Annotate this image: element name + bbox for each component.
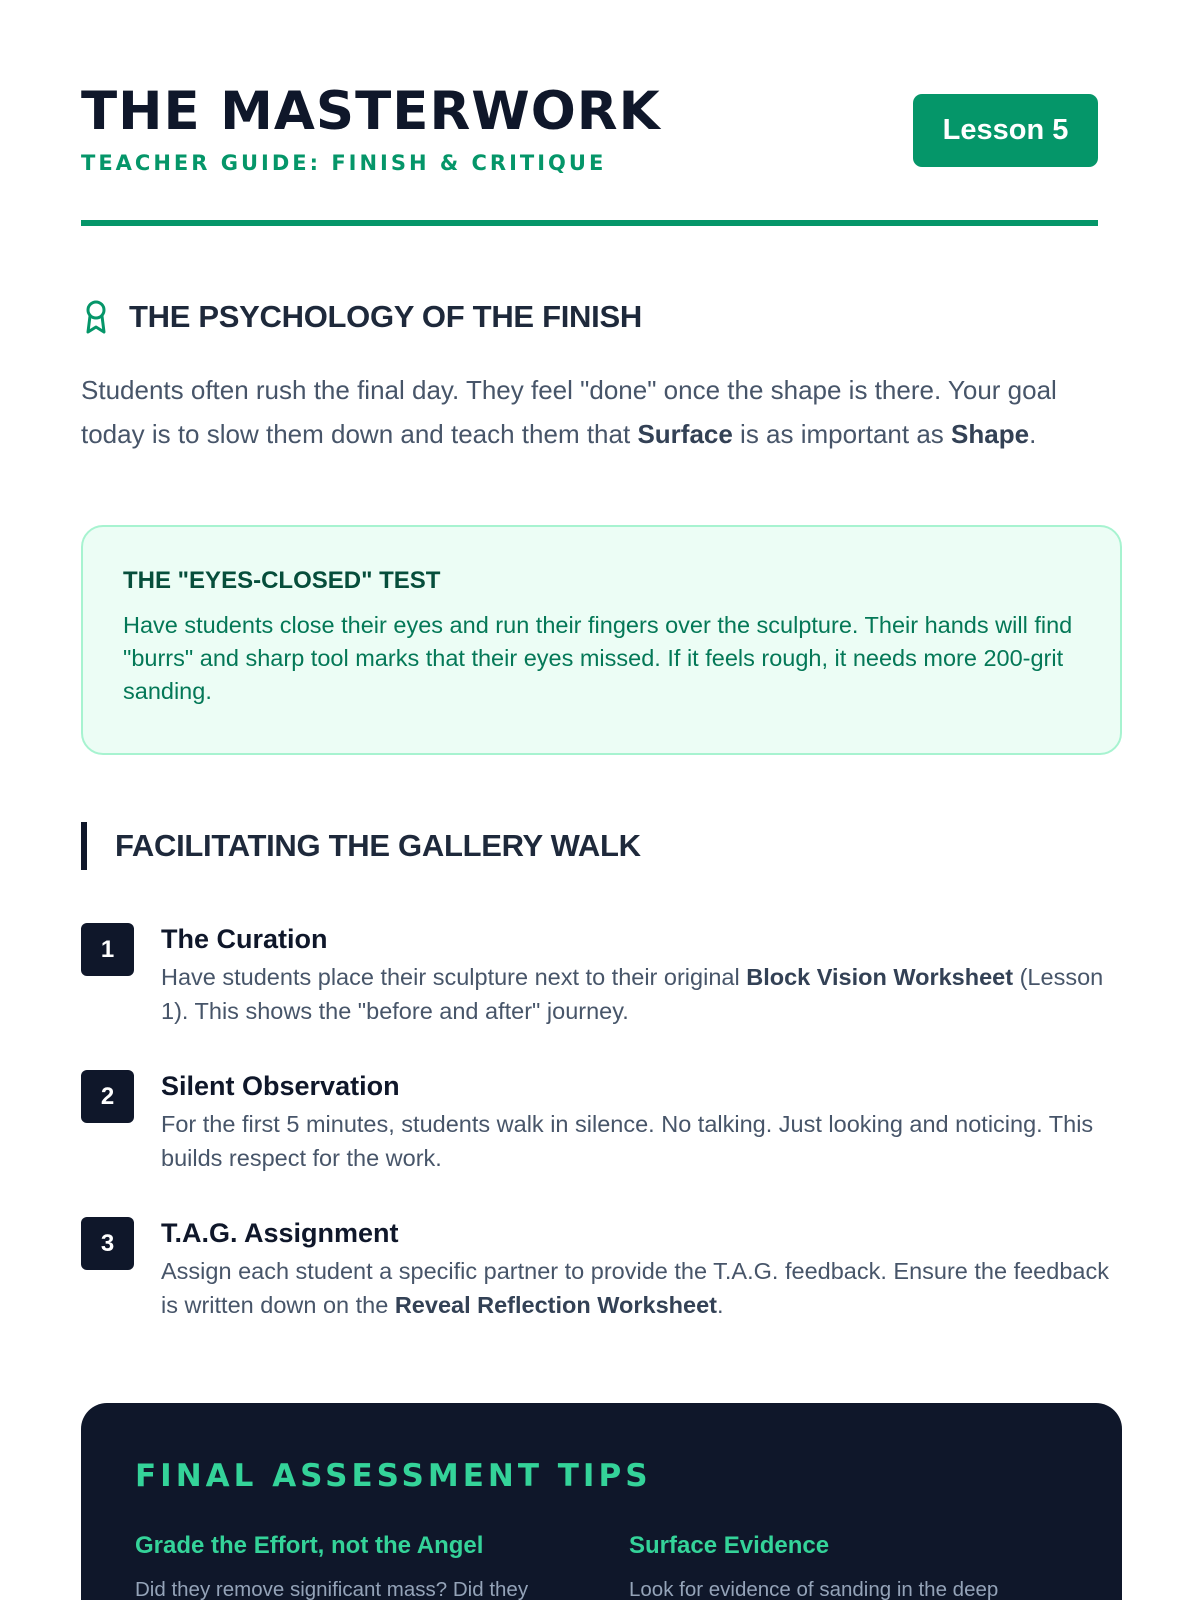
lead-emphasis-surface: Surface	[637, 419, 733, 449]
tip-title: Grade the Effort, not the Angel	[135, 1532, 484, 1559]
callout-title: THE "EYES-CLOSED" TEST	[123, 567, 441, 594]
step-number-badge: 3	[81, 1217, 134, 1270]
step-item	[81, 1214, 1122, 1361]
step-item	[81, 920, 1122, 1067]
eyes-closed-callout	[81, 525, 1122, 755]
step-description	[161, 960, 1121, 1028]
tip-title: Surface Evidence	[629, 1532, 830, 1559]
assessment-tip	[629, 1529, 1069, 1600]
psychology-lead-paragraph	[81, 368, 1098, 456]
step-title: T.A.G. Assignment	[161, 1218, 399, 1248]
step-text: Have students place their sculpture next to their original	[161, 964, 747, 990]
step-description	[161, 1254, 1121, 1322]
callout-body: Have students close their eyes and run their fingers over the sculpture. Their hands will find "burrs" and sharp tool marks that their eyes missed. If it feels rough, it needs more 200-grit sanding.	[123, 612, 1073, 704]
step-number-badge: 1	[81, 923, 134, 976]
tip-body: Look for evidence of sanding in the deep	[629, 1578, 999, 1600]
step-description	[161, 1107, 1121, 1175]
step-text: Assign each student a specific partner to provide the T.A.G. feedback. Ensure the feedback is written down on the	[161, 1258, 1109, 1318]
lead-text-1: Students often rush the final day. They feel "done" once the shape is there. Your goal today is to slow them down and teach them that	[81, 375, 1057, 449]
psychology-section-heading	[81, 293, 642, 341]
step-text: For the first 5 minutes, students walk in silence. No talking. Just looking and noticing. This builds respect for the work.	[161, 1111, 1094, 1171]
tip-body: Did they remove significant mass? Did they	[135, 1578, 529, 1600]
step-emphasis: Block Vision Worksheet	[746, 964, 1014, 990]
assessment-tip	[135, 1529, 575, 1600]
lead-text-2: is as important as	[732, 419, 952, 449]
step-text: (Lesson 1). This shows the "before and after" journey.	[161, 964, 1104, 1024]
lead-emphasis-shape: Shape	[951, 419, 1030, 449]
award-ribbon-icon	[81, 299, 111, 335]
step-number-badge: 2	[81, 1070, 134, 1123]
header-divider	[81, 220, 1098, 226]
gallery-walk-steps	[81, 920, 1122, 1361]
lead-text-3: .	[1029, 419, 1037, 449]
step-text: .	[716, 1292, 724, 1318]
final-assessment-panel	[81, 1403, 1122, 1600]
step-title: The Curation	[161, 924, 328, 954]
step-title: Silent Observation	[161, 1071, 400, 1101]
step-item	[81, 1067, 1122, 1214]
heading-accent-bar	[81, 822, 87, 870]
lesson-badge: Lesson 5	[913, 94, 1098, 167]
assessment-panel-title: FINAL ASSESSMENT TIPS	[135, 1458, 652, 1494]
gallery-walk-heading-text: FACILITATING THE GALLERY WALK	[115, 828, 641, 863]
step-emphasis: Reveal Reflection Worksheet	[394, 1292, 717, 1318]
gallery-walk-section-heading	[81, 822, 641, 870]
page-subtitle: TEACHER GUIDE: FINISH & CRITIQUE	[81, 151, 607, 175]
page-header	[81, 0, 1098, 226]
psychology-heading-text: THE PSYCHOLOGY OF THE FINISH	[129, 299, 642, 334]
page-title: THE MASTERWORK	[81, 81, 661, 142]
